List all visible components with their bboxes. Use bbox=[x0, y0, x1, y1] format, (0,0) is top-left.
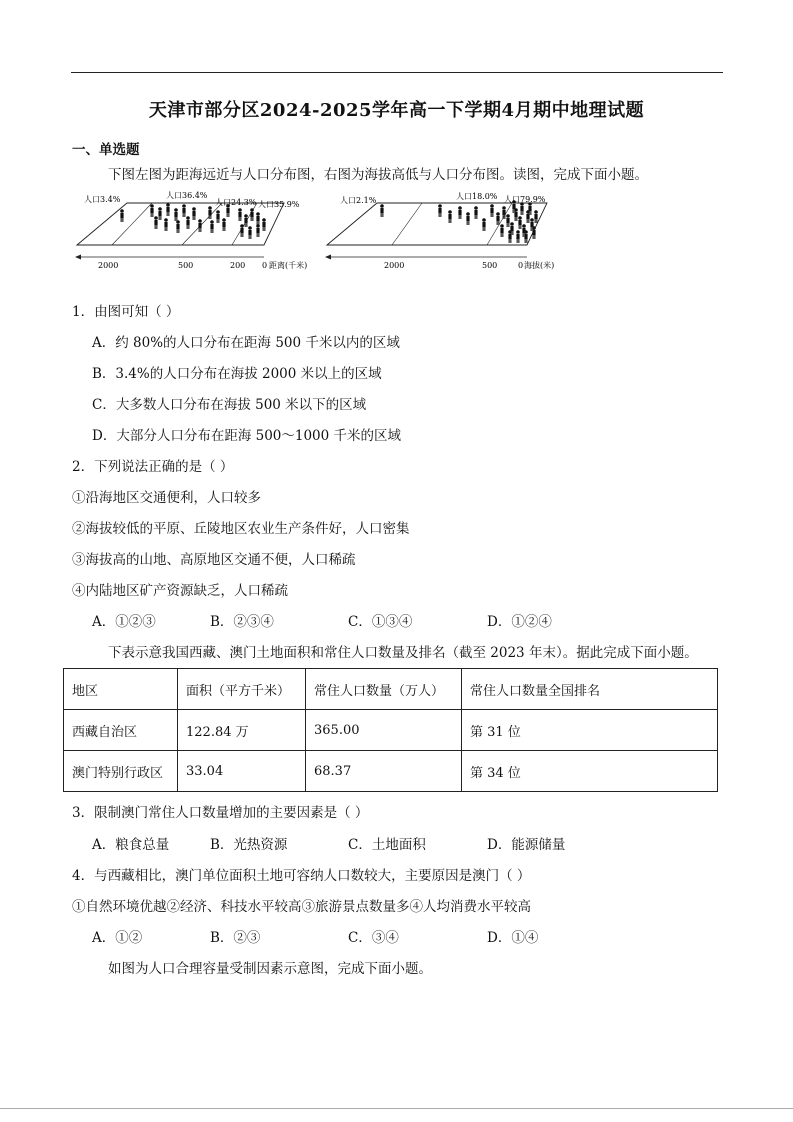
left-label-2: 人口36.4% bbox=[166, 191, 208, 200]
left-axis-label: 距离(千米) bbox=[269, 261, 308, 270]
q1-option-c[interactable]: C．大多数人口分布在海拔 500 米以下的区域 bbox=[92, 397, 367, 413]
population-distribution-figure bbox=[72, 185, 592, 275]
q4-stem: 4．与西藏相比，澳门单位面积土地可容纳人口数较大，主要原因是澳门（ ） bbox=[72, 868, 531, 884]
table-header-cell: 地区 bbox=[64, 669, 178, 710]
q1-stem: 1．由图可知（ ） bbox=[72, 304, 180, 320]
right-tick-500: 500 bbox=[482, 261, 498, 270]
right-plane bbox=[327, 203, 547, 245]
q3-option-d[interactable]: D．能源储量 bbox=[487, 837, 566, 853]
table-cell: 33.04 bbox=[178, 751, 306, 792]
left-panel bbox=[75, 190, 307, 270]
q4-option-a[interactable]: A．①② bbox=[92, 930, 143, 946]
right-label-2: 人口18.0% bbox=[456, 192, 498, 201]
region-data-table bbox=[63, 668, 718, 792]
page-title: 天津市部分区2024-2025学年高一下学期4月期中地理试题 bbox=[148, 100, 645, 121]
table-cell: 澳门特别行政区 bbox=[64, 751, 178, 792]
left-label-4: 人口35.9% bbox=[258, 200, 300, 209]
section-heading: 一、单选题 bbox=[72, 142, 140, 158]
q4-option-c[interactable]: C．③④ bbox=[348, 930, 399, 946]
q2-option-b[interactable]: B．②③④ bbox=[210, 614, 274, 630]
q3-option-b[interactable]: B．光热资源 bbox=[210, 837, 288, 853]
intro-text-1: 下图左图为距海远近与人口分布图，右图为海拔高低与人口分布图。读图，完成下面小题。 bbox=[108, 167, 648, 183]
intro-text-3: 如图为人口合理容量受制因素示意图，完成下面小题。 bbox=[108, 961, 432, 977]
right-panel bbox=[325, 191, 554, 270]
q2-option-a[interactable]: A．①②③ bbox=[92, 614, 156, 630]
q4-statement: ①自然环境优越②经济、科技水平较高③旅游景点数量多④人均消费水平较高 bbox=[72, 899, 531, 915]
table-row bbox=[64, 751, 718, 792]
right-label-3: 人口79.9% bbox=[504, 195, 546, 204]
q2-statement-4: ④内陆地区矿产资源缺乏，人口稀疏 bbox=[72, 583, 288, 599]
table-row bbox=[64, 710, 718, 751]
left-tick-500: 500 bbox=[178, 261, 194, 270]
table-header-cell: 常住人口数量全国排名 bbox=[462, 669, 718, 710]
q3-option-a[interactable]: A．粮食总量 bbox=[92, 837, 170, 853]
left-label-1: 人口3.4% bbox=[84, 195, 121, 204]
top-rule bbox=[71, 72, 723, 73]
table-header-cell: 面积（平方千米） bbox=[178, 669, 306, 710]
left-tick-200: 200 bbox=[230, 261, 246, 270]
table-cell: 西藏自治区 bbox=[64, 710, 178, 751]
q3-stem: 3．限制澳门常住人口数量增加的主要因素是（ ） bbox=[72, 805, 369, 821]
q2-option-d[interactable]: D．①②④ bbox=[487, 614, 552, 630]
right-tick-2000: 2000 bbox=[384, 261, 405, 270]
q4-option-d[interactable]: D．①④ bbox=[487, 930, 539, 946]
table-cell: 第 34 位 bbox=[462, 751, 718, 792]
right-people bbox=[380, 200, 538, 243]
q3-option-c[interactable]: C．土地面积 bbox=[348, 837, 426, 853]
q1-option-d[interactable]: D．大部分人口分布在距海 500～1000 千米的区域 bbox=[92, 428, 402, 444]
table-cell: 365.00 bbox=[306, 710, 462, 751]
q4-option-b[interactable]: B．②③ bbox=[210, 930, 261, 946]
table-header-cell: 常住人口数量（万人） bbox=[306, 669, 462, 710]
q2-statement-3: ③海拔高的山地、高原地区交通不便，人口稀疏 bbox=[72, 552, 356, 568]
q1-option-a[interactable]: A．约 80%的人口分布在距海 500 千米以内的区域 bbox=[92, 335, 400, 351]
right-axis-label: 海拔(米) bbox=[524, 261, 555, 270]
left-tick-2000: 2000 bbox=[98, 261, 119, 270]
q2-stem: 2．下列说法正确的是（ ） bbox=[72, 459, 234, 475]
q2-statement-1: ①沿海地区交通便利，人口较多 bbox=[72, 490, 261, 506]
bottom-rule bbox=[0, 1108, 793, 1109]
q1-option-b[interactable]: B．3.4%的人口分布在海拔 2000 米以上的区域 bbox=[92, 366, 382, 382]
right-label-1: 人口2.1% bbox=[340, 196, 377, 205]
right-tick-0: 0 bbox=[518, 261, 524, 270]
table-cell: 122.84 万 bbox=[178, 710, 306, 751]
left-label-3: 人口24.3% bbox=[215, 198, 257, 207]
table-cell: 第 31 位 bbox=[462, 710, 718, 751]
intro-text-2: 下表示意我国西藏、澳门土地面积和常住人口数量及排名（截至 2023 年末）。据此完成下面小题。 bbox=[108, 645, 698, 661]
table-cell: 68.37 bbox=[306, 751, 462, 792]
left-tick-0: 0 bbox=[262, 261, 268, 270]
table-header-row bbox=[64, 669, 718, 710]
q2-option-c[interactable]: C．①③④ bbox=[348, 614, 413, 630]
q2-statement-2: ②海拔较低的平原、丘陵地区农业生产条件好，人口密集 bbox=[72, 521, 410, 537]
